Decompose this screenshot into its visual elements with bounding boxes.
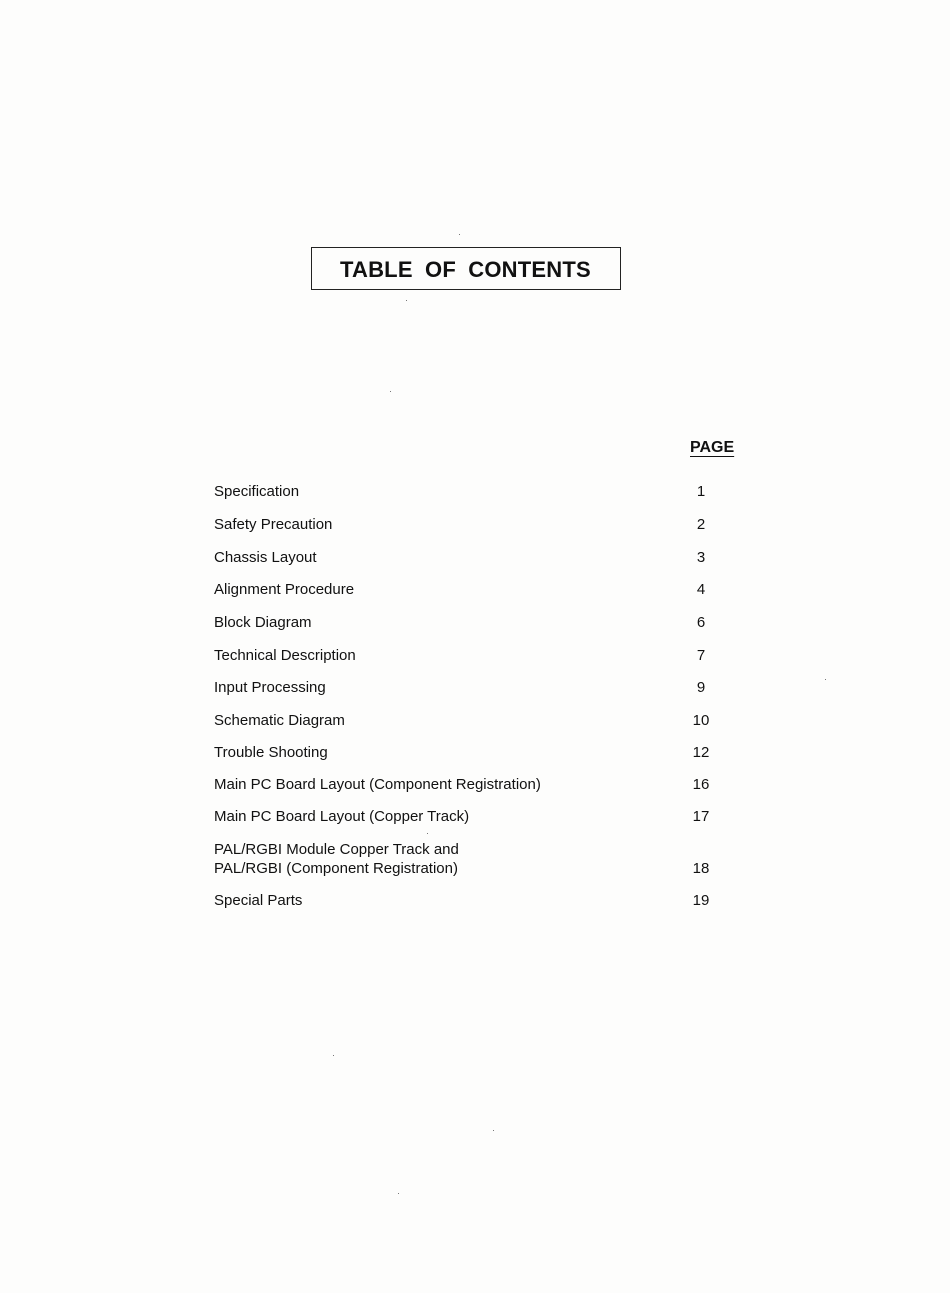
toc-entry-page: 6 (696, 614, 706, 631)
toc-entry-label: Special Parts (214, 892, 303, 909)
toc-entry-page: 18 (692, 860, 710, 877)
toc-entry-label: Block Diagram (214, 614, 312, 631)
toc-entry-page: 9 (696, 679, 706, 696)
toc-entry-page: 4 (696, 581, 706, 598)
toc-entry-label: Main PC Board Layout (Copper Track) (214, 808, 470, 825)
toc-entry-label: Trouble Shooting (214, 744, 328, 761)
toc-entry-page: 10 (692, 712, 710, 729)
toc-entry-label: Specification (214, 483, 300, 500)
scan-speck (493, 1130, 494, 1131)
toc-entry-label: Input Processing (214, 679, 326, 696)
toc-entry-page: 12 (692, 744, 710, 761)
toc-entry-page: 2 (696, 516, 706, 533)
toc-entry-label: Chassis Layout (214, 549, 317, 566)
toc-entry-label: Main PC Board Layout (Component Registration) (214, 776, 541, 793)
toc-entry-page: 7 (696, 647, 706, 664)
scan-speck (398, 1193, 399, 1194)
scan-speck (825, 679, 826, 680)
toc-entry-page: 19 (692, 892, 710, 909)
toc-entry-label: Alignment Procedure (214, 581, 355, 598)
toc-entry-page: 3 (696, 549, 706, 566)
toc-entry-page: 1 (696, 483, 706, 500)
toc-entry-label: Schematic Diagram (214, 712, 345, 729)
scan-speck (427, 833, 428, 834)
page-column-header: PAGE (690, 439, 735, 456)
scan-speck (406, 300, 407, 301)
toc-entry-page: 16 (692, 776, 710, 793)
toc-entry-page: 17 (692, 808, 710, 825)
toc-entry-label: PAL/RGBI Module Copper Track and (214, 841, 459, 858)
toc-entry-label: Technical Description (214, 647, 356, 664)
title-box (311, 247, 621, 290)
page-title: TABLE OF CONTENTS (340, 257, 591, 282)
scan-speck (459, 234, 460, 235)
toc-entry-label-line2: PAL/RGBI (Component Registration) (214, 860, 458, 877)
scan-speck (390, 391, 391, 392)
scan-speck (333, 1055, 334, 1056)
toc-entry-label: Safety Precaution (214, 516, 333, 533)
